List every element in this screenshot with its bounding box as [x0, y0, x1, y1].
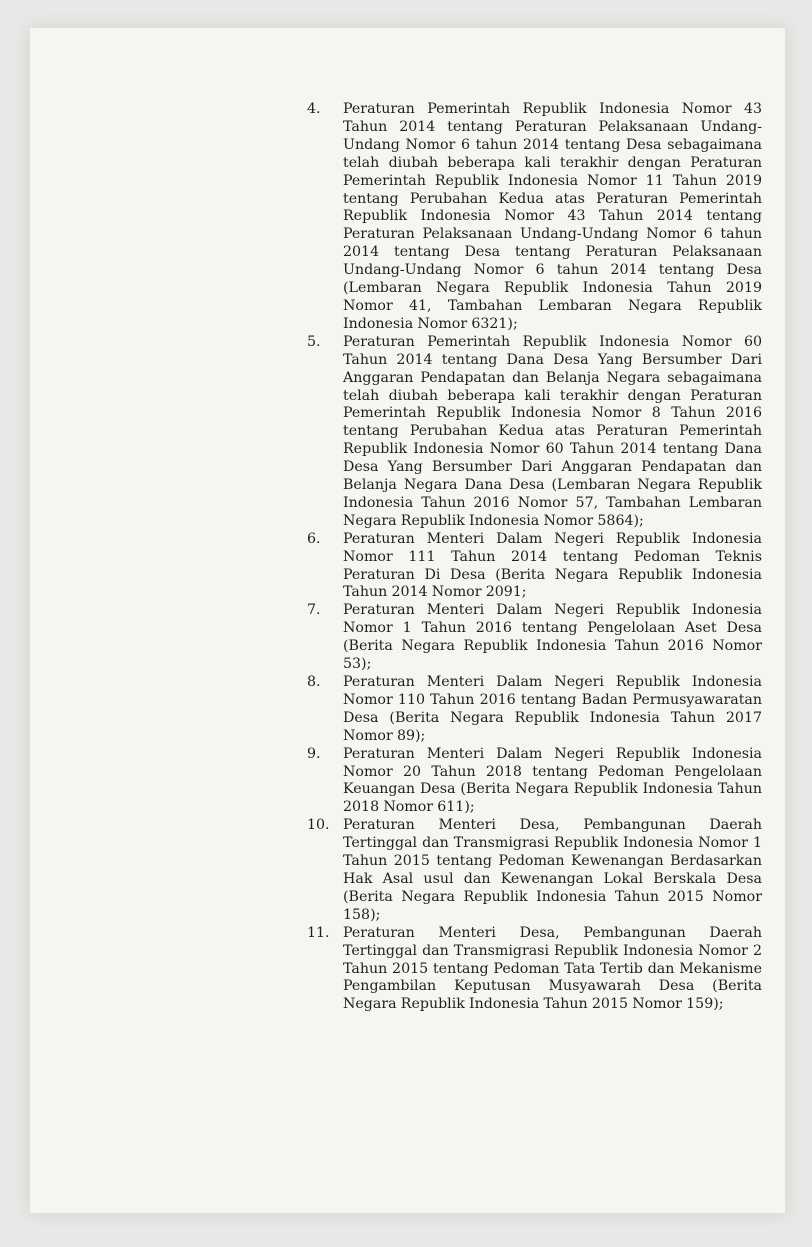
item-number: 8.: [307, 674, 321, 690]
list-item: [307, 925, 762, 1015]
document-page: [30, 28, 785, 1213]
list-item: [307, 101, 762, 334]
list-item: [307, 746, 762, 818]
item-number: 5.: [307, 333, 321, 350]
item-text: Peraturan Menteri Desa, Pembangunan Daerah Tertinggal dan Transmigrasi Republik Indonesia Nomor 2 Tahun 2015 tentang Pedoman Tata Tertib dan Mekanisme Pengambilan Keputusan Musyawarah Desa (Berita Negara Republik Indonesia Tahun 2015 Nomor 159);: [343, 924, 762, 1013]
item-number: 10.: [307, 817, 330, 834]
item-text: Peraturan Menteri Dalam Negeri Republik Indonesia Nomor 1 Tahun 2016 tentang Pengelolaan Aset Desa (Berita Negara Republik Indonesia Tahun 2016 Nomor 53);: [343, 602, 762, 673]
item-text: Peraturan Menteri Dalam Negeri Republik Indonesia Nomor 20 Tahun 2018 tentang Pedoman Pengelolaan Keuangan Desa (Berita Negara Republik Indonesia Tahun 2018 Nomor 611);: [343, 745, 762, 816]
item-text: Peraturan Menteri Dalam Negeri Republik Indonesia Nomor 111 Tahun 2014 tentang Pedoman Teknis Peraturan Di Desa (Berita Negara Republik Indonesia Tahun 2014 Nomor 2091;: [343, 530, 762, 601]
list-item: [307, 602, 762, 674]
item-number: 6.: [307, 530, 321, 547]
item-text: Peraturan Pemerintah Republik Indonesia Nomor 60 Tahun 2014 tentang Dana Desa Yang Bersumber Dari Anggaran Pendapatan dan Belanja Negara sebagaimana telah diubah beberapa kali terakhir dengan Peraturan Pemerintah Republik Indonesia Nomor 8 Tahun 2016 tentang Perubahan Kedua atas Peraturan Pemerintah Republik Indonesia Nomor 60 Tahun 2014 tentang Dana Desa Yang Bersumber Dari Anggaran Pendapatan dan Belanja Negara Dana Desa (Lembaran Negara Republik Indonesia Tahun 2016 Nomor 57, Tambahan Lembaran Negara Republik Indonesia Nomor 5864);: [343, 333, 762, 529]
regulation-list: [307, 101, 762, 1014]
list-item: [307, 674, 762, 746]
item-text: Peraturan Menteri Desa, Pembangunan Daerah Tertinggal dan Transmigrasi Republik Indonesia Nomor 1 Tahun 2015 tentang Pedoman Kewenangan Berdasarkan Hak Asal usul dan Kewenangan Lokal Berskala Desa (Berita Negara Republik Indonesia Tahun 2015 Nomor 158);: [343, 817, 762, 923]
item-number: 7.: [307, 602, 321, 619]
list-item: [307, 334, 762, 531]
list-item: [307, 531, 762, 603]
item-text: Peraturan Pemerintah Republik Indonesia Nomor 43 Tahun 2014 tentang Peraturan Pelaksanaan Undang-Undang Nomor 6 tahun 2014 tentang Desa sebagaimana telah diubah beberapa kali terakhir dengan Peraturan Pemerintah Republik Indonesia Nomor 11 Tahun 2019 tentang Perubahan Kedua atas Peraturan Pemerintah Republik Indonesia Nomor 43 Tahun 2014 tentang Peraturan Pelaksanaan Undang-Undang Nomor 6 tahun 2014 tentang Desa tentang Peraturan Pelaksanaan Undang-Undang Nomor 6 tahun 2014 tentang Desa (Lembaran Negara Republik Indonesia Tahun 2019 Nomor 41, Tambahan Lembaran Negara Republik Indonesia Nomor 6321);: [343, 101, 762, 332]
item-number: 9.: [307, 745, 321, 762]
item-number: 11.: [307, 924, 330, 941]
item-text: Peraturan Menteri Dalam Negeri Republik Indonesia Nomor 110 Tahun 2016 tentang Badan Permusyawaratan Desa (Berita Negara Republik Indonesia Tahun 2017 Nomor 89);: [343, 674, 762, 744]
item-number: 4.: [307, 101, 321, 117]
list-item: [307, 817, 762, 924]
